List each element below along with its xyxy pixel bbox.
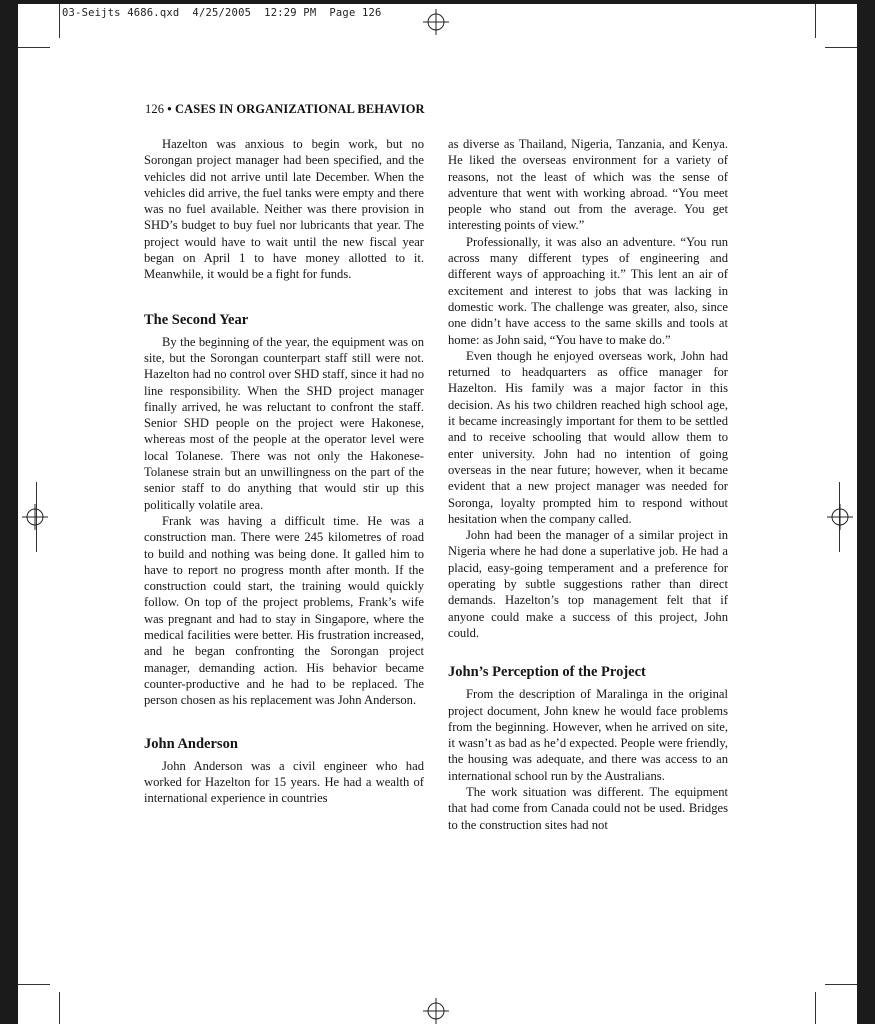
- crop-mark-top-right-v: [815, 4, 816, 38]
- document-page: [18, 4, 857, 1024]
- registration-mark-right-icon: [827, 504, 853, 530]
- registration-mark-left-icon: [22, 504, 48, 530]
- crop-mark-top-left-h: [18, 47, 50, 48]
- paragraph: John Anderson was a civil engineer who had worked for Hazelton for 15 years. He had a wealth of international experience in countries: [144, 758, 424, 806]
- registration-mark-bottom-icon: [423, 998, 449, 1024]
- paragraph: The work situation was different. The equipment that had come from Canada could not be used. Bridges to the construction sites had not: [448, 784, 728, 832]
- paragraph: as diverse as Thailand, Nigeria, Tanzania, and Kenya. He liked the overseas environment for a variety of reasons, not the least of which was the sense of adventure that went with working abroad. “You meet people who stand out from the average. You get interesting points of view.”: [448, 137, 728, 233]
- paragraph: Hazelton was anxious to begin work, but no Sorongan project manager had been specified, and the vehicles did not arrive until late December. When the vehicles did arrive, the fuel tanks were empty and there was no fuel available. Neither was there provision in SHD’s budget to buy fuel nor lubricants that year. The project would have to wait until the new fiscal year began on April 1 to have money allotted to it. Meanwhile, it would be a fight for funds.: [144, 137, 424, 282]
- section-heading: The Second Year: [144, 311, 249, 328]
- left-column: [144, 136, 424, 806]
- printer-slug: 03-Seijts 4686.qxd 4/25/2005 12:29 PM Page 126: [62, 7, 382, 19]
- running-head: [145, 102, 425, 117]
- page-number: 126: [145, 102, 165, 116]
- crop-mark-top-right-h: [825, 47, 857, 48]
- crop-mark-bottom-left-v: [59, 992, 60, 1024]
- section-heading: John’s Perception of the Project: [448, 664, 646, 681]
- paragraph: Professionally, it was also an adventure. “You run across many different types of engineering and different ways of approaching it.” This lent an air of excitement and interest to jobs that was lacking in domestic work. The challenge was greater, also, since one didn’t have access to the same skills and tools at home: as John said, “You have to make do.”: [448, 234, 728, 347]
- bullet-separator: •: [167, 102, 172, 116]
- right-column: [448, 136, 728, 833]
- section-heading: John Anderson: [144, 735, 238, 752]
- crop-mark-bottom-right-v: [815, 992, 816, 1024]
- paragraph: John had been the manager of a similar project in Nigeria where he had done a superlative job. He had a placid, easy-going temperament and a preference for operating by subtle suggestions rather than direct demands. Hazelton’s top management felt that if anyone could make a success of this project, John could.: [448, 528, 728, 640]
- paragraph: From the description of Maralinga in the original project document, John knew he would face problems from the beginning. However, when he arrived on site, it wasn’t as bad as he’d expected. People were friendly, the housing was adequate, and there was access to an international school run by the Australians.: [448, 687, 728, 783]
- paragraph: Even though he enjoyed overseas work, John had returned to headquarters as office manager for Hazelton. His family was a major factor in this decision. As his two children reached high school age, it became increasingly important for them to be settled and to receive schooling that would allow them to enter university. John had no intention of going overseas in the near future; however, when it became evident that a new project manager was needed for Soronga, loyalty prompted him to respond without hesitation when the company called.: [448, 348, 728, 526]
- crop-mark-bottom-right-h: [825, 984, 857, 985]
- crop-mark-top-left-v: [59, 4, 60, 38]
- paragraph: By the beginning of the year, the equipment was on site, but the Sorongan counterpart staff still were not. Hazelton had no control over SHD staff, since it had no line responsibility. When the SHD project manager finally arrived, he was reluctant to confront the staff. Senior SHD people on the project were Hakonese, whereas most of the people at the operator level were local Tolanese. There was not only the Hakonese-Tolanese strain but an unwillingness on the part of the senior staff to do anything that would stir up this politically volatile area.: [144, 334, 424, 512]
- book-title: CASES IN ORGANIZATIONAL BEHAVIOR: [175, 102, 425, 116]
- registration-mark-top-icon: [423, 9, 449, 35]
- crop-mark-bottom-left-h: [18, 984, 50, 985]
- paragraph: Frank was having a difficult time. He was a construction man. There were 245 kilometres of road to build and nothing was being done. It galled him to have to report no progress month after month. If the construction could start, the training would quickly follow. On top of the project problems, Frank’s wife was pregnant and had to stay in Singapore, where the medical facilities were better. His frustration increased, and he began confronting the Sorongan project manager, demanding action. His behavior became counter-productive and he had to be replaced. The person chosen as his replacement was John Anderson.: [144, 513, 424, 708]
